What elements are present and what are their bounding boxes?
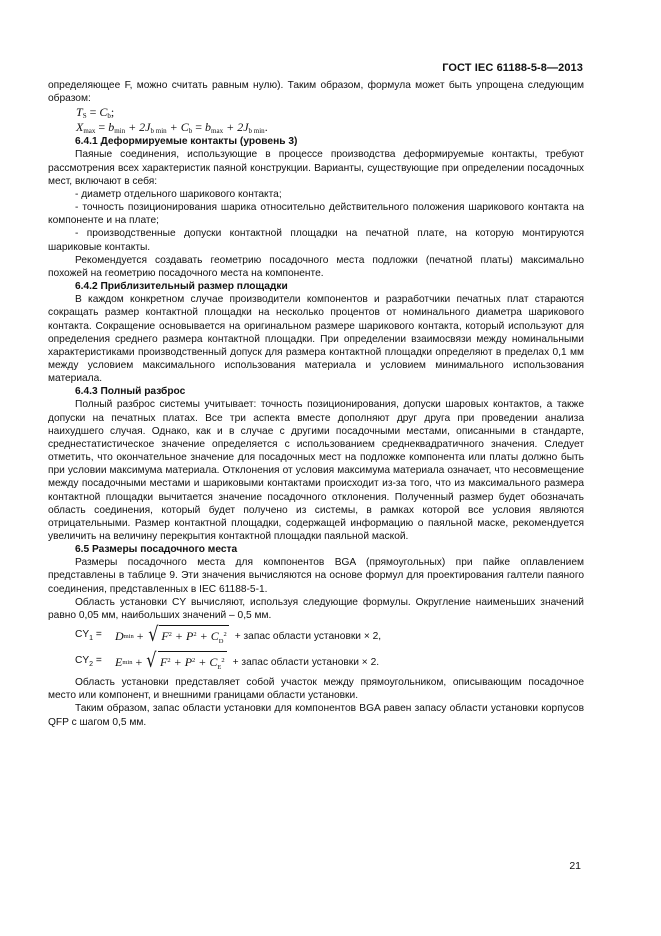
formula-xmax-x: X xyxy=(76,120,84,135)
formula-xmax-end: . xyxy=(264,120,268,135)
paragraph-6-4-2: В каждом конкретном случае производители компонентов и разработчики печатных плат стараются сокращать размер контактной площадки на несколько процентов от номинального диаметра шарикового контакта. Сокращение основывается на оригинальном размере шарикового контакта, который используют для определения среднего размера контактной площадки. При определении взаимосвязи между номинальными характеристиками производственный допуск для размера контактной площадки определяют в пределах 0,1 мм между условием максимального использования материала и условием минимального использования материала. xyxy=(48,294,584,385)
formula-ts: $T_S = C_b$; xyxy=(76,105,115,121)
paragraph-6-5-a: Размеры посадочного места для компонентов BGA (прямоугольных) при пайке оплавлением представлены в таблице 9. Эти значения вычисляются на основе формул для проектирования галтели паяного соединения, представленных в IEC 61188-5-1. xyxy=(48,557,584,595)
heading-6-4-1: 6.4.1 Деформируемые контакты (уровень 3) xyxy=(75,136,298,148)
formula-cy2 xyxy=(48,647,584,673)
paragraph-intro: определяющее F, можно считать равным нулю). Таким образом, формула может быть упрощена следующим образом: xyxy=(48,80,584,105)
heading-6-4-2: 6.4.2 Приблизительный размер площадки xyxy=(75,281,288,293)
sqrt-icon: √ $F^2 + P^2 + C_D^2$ xyxy=(147,625,229,648)
formula-ts-end: ; xyxy=(110,105,115,120)
formula-xmax-c-sub: b xyxy=(188,127,193,136)
formula-xmax-b1-sub: min xyxy=(114,127,126,136)
formula-xmax-2j-b: + 2J xyxy=(226,120,249,135)
page-body xyxy=(48,79,584,729)
formula-xmax-b2: b xyxy=(205,120,212,135)
formula-xmax: $X_{max} = b_{min} + 2J_{b min} + C_b = b_{max} + 2J_{b min}$. xyxy=(76,120,268,136)
formula-xmax-j2-sub: b min xyxy=(248,127,265,136)
formula-xmax-x-sub: max xyxy=(83,127,96,136)
document-id-header: ГОСТ IEC 61188-5-8—2013 xyxy=(442,62,583,74)
list-item: - точность позиционирования шарика относительно действительного положения шарикового контакта на компоненте и на плате; xyxy=(48,202,584,227)
formula-xmax-2j-a: + 2J xyxy=(128,120,151,135)
list-item: - производственные допуски контактной площадки на печатной плате, на которую монтируются шариковые контакты. xyxy=(48,228,584,253)
formula-xmax-b2-sub: max xyxy=(211,127,224,136)
paragraph-6-4-1-b: Рекомендуется создавать геометрию посадочного места подложки (печатной платы) максимально похожей на геометрию посадочного места на компоненте. xyxy=(48,254,584,279)
heading-6-5: 6.5 Размеры посадочного места xyxy=(75,544,238,556)
page-number: 21 xyxy=(569,860,581,872)
paragraph-6-5-d: Таким образом, запас области установки для компонентов BGA равен запасу области установки корпусов QFP с шагом 0,5 мм. xyxy=(48,703,584,728)
formula-cy2-tail: + запас области установки × 2. xyxy=(232,656,380,668)
list-item: - диаметр отдельного шарикового контакта; xyxy=(75,188,282,200)
formula-ts-lhs: T xyxy=(76,105,83,120)
formula-cy1-label: $CY_1$ = xyxy=(75,628,102,642)
paragraph-6-4-3: Полный разброс системы учитывает: точность позиционирования, допуски шаровых контактов, а также допуски на печатных платах. Все три аспекта вместе дополняют друг друга при проведении анализа наихудшего случая. Однако, как и в случае с другими посадочными местами, описанными в стандарте, среднестатистическое значение определяется с использованием среднеквадратичного значения. Следует отметить, что окончательное значение для посадочных мест на подложке компонента или платы должно быть при условии максимума материала. Отклонения от условия максимума материала означает, что несовмещение между посадочными местами и шариковыми контактами происходит из-за того, что из максимального размера контактной площадки вычитается значение посадочного отклонения. Полученный размер будет обозначать область соединения, который будет получено из системы, в рамках которой все условия являются отрицательными. Размер контактной площадки, содержащей информацию о паяльной маске, рекомендуется увеличить на величину перекрытия контактной площадки паяльной маской. xyxy=(48,399,584,542)
formula-ts-rhs-sub: b xyxy=(107,112,111,121)
formula-cy1 xyxy=(48,621,584,647)
formula-xmax-c: + C xyxy=(169,120,189,135)
formula-xmax-j1-sub: b min xyxy=(150,127,167,136)
formula-cy2-expression: E min + √ $F^2 + P^2 + C_E^2$ xyxy=(115,651,227,674)
formula-cy2-label: $CY_2$ = xyxy=(75,654,102,668)
formula-ts-lhs-sub: S xyxy=(82,112,87,121)
sqrt-icon: √ $F^2 + P^2 + C_E^2$ xyxy=(145,651,226,674)
paragraph-6-5-c: Область установки представляет собой участок между прямоугольником, описывающим посадочное место или компонент, и внешними границами области установки. xyxy=(48,677,584,702)
formula-cy1-tail: + запас области установки × 2, xyxy=(234,630,382,642)
formula-cy1-expression: D min + √ $F^2 + P^2 + C_D^2$ xyxy=(115,625,229,648)
formula-xmax-b1: b xyxy=(108,120,115,135)
heading-6-4-3: 6.4.3 Полный разброс xyxy=(75,386,186,398)
paragraph-6-4-1-a: Паяные соединения, использующие в процессе производства деформируемые контакты, требуют рассмотрения всех характеристик паяной конструкции. Варианты, существующие при определении посадочных мест, включают в себя: xyxy=(48,149,584,187)
paragraph-6-5-b: Область установки CY вычисляют, используя следующие формулы. Округление наименьших значений равно 0,05 мм, наибольших значений – 0,5 мм. xyxy=(48,596,584,621)
formula-ts-rhs: C xyxy=(99,105,108,120)
